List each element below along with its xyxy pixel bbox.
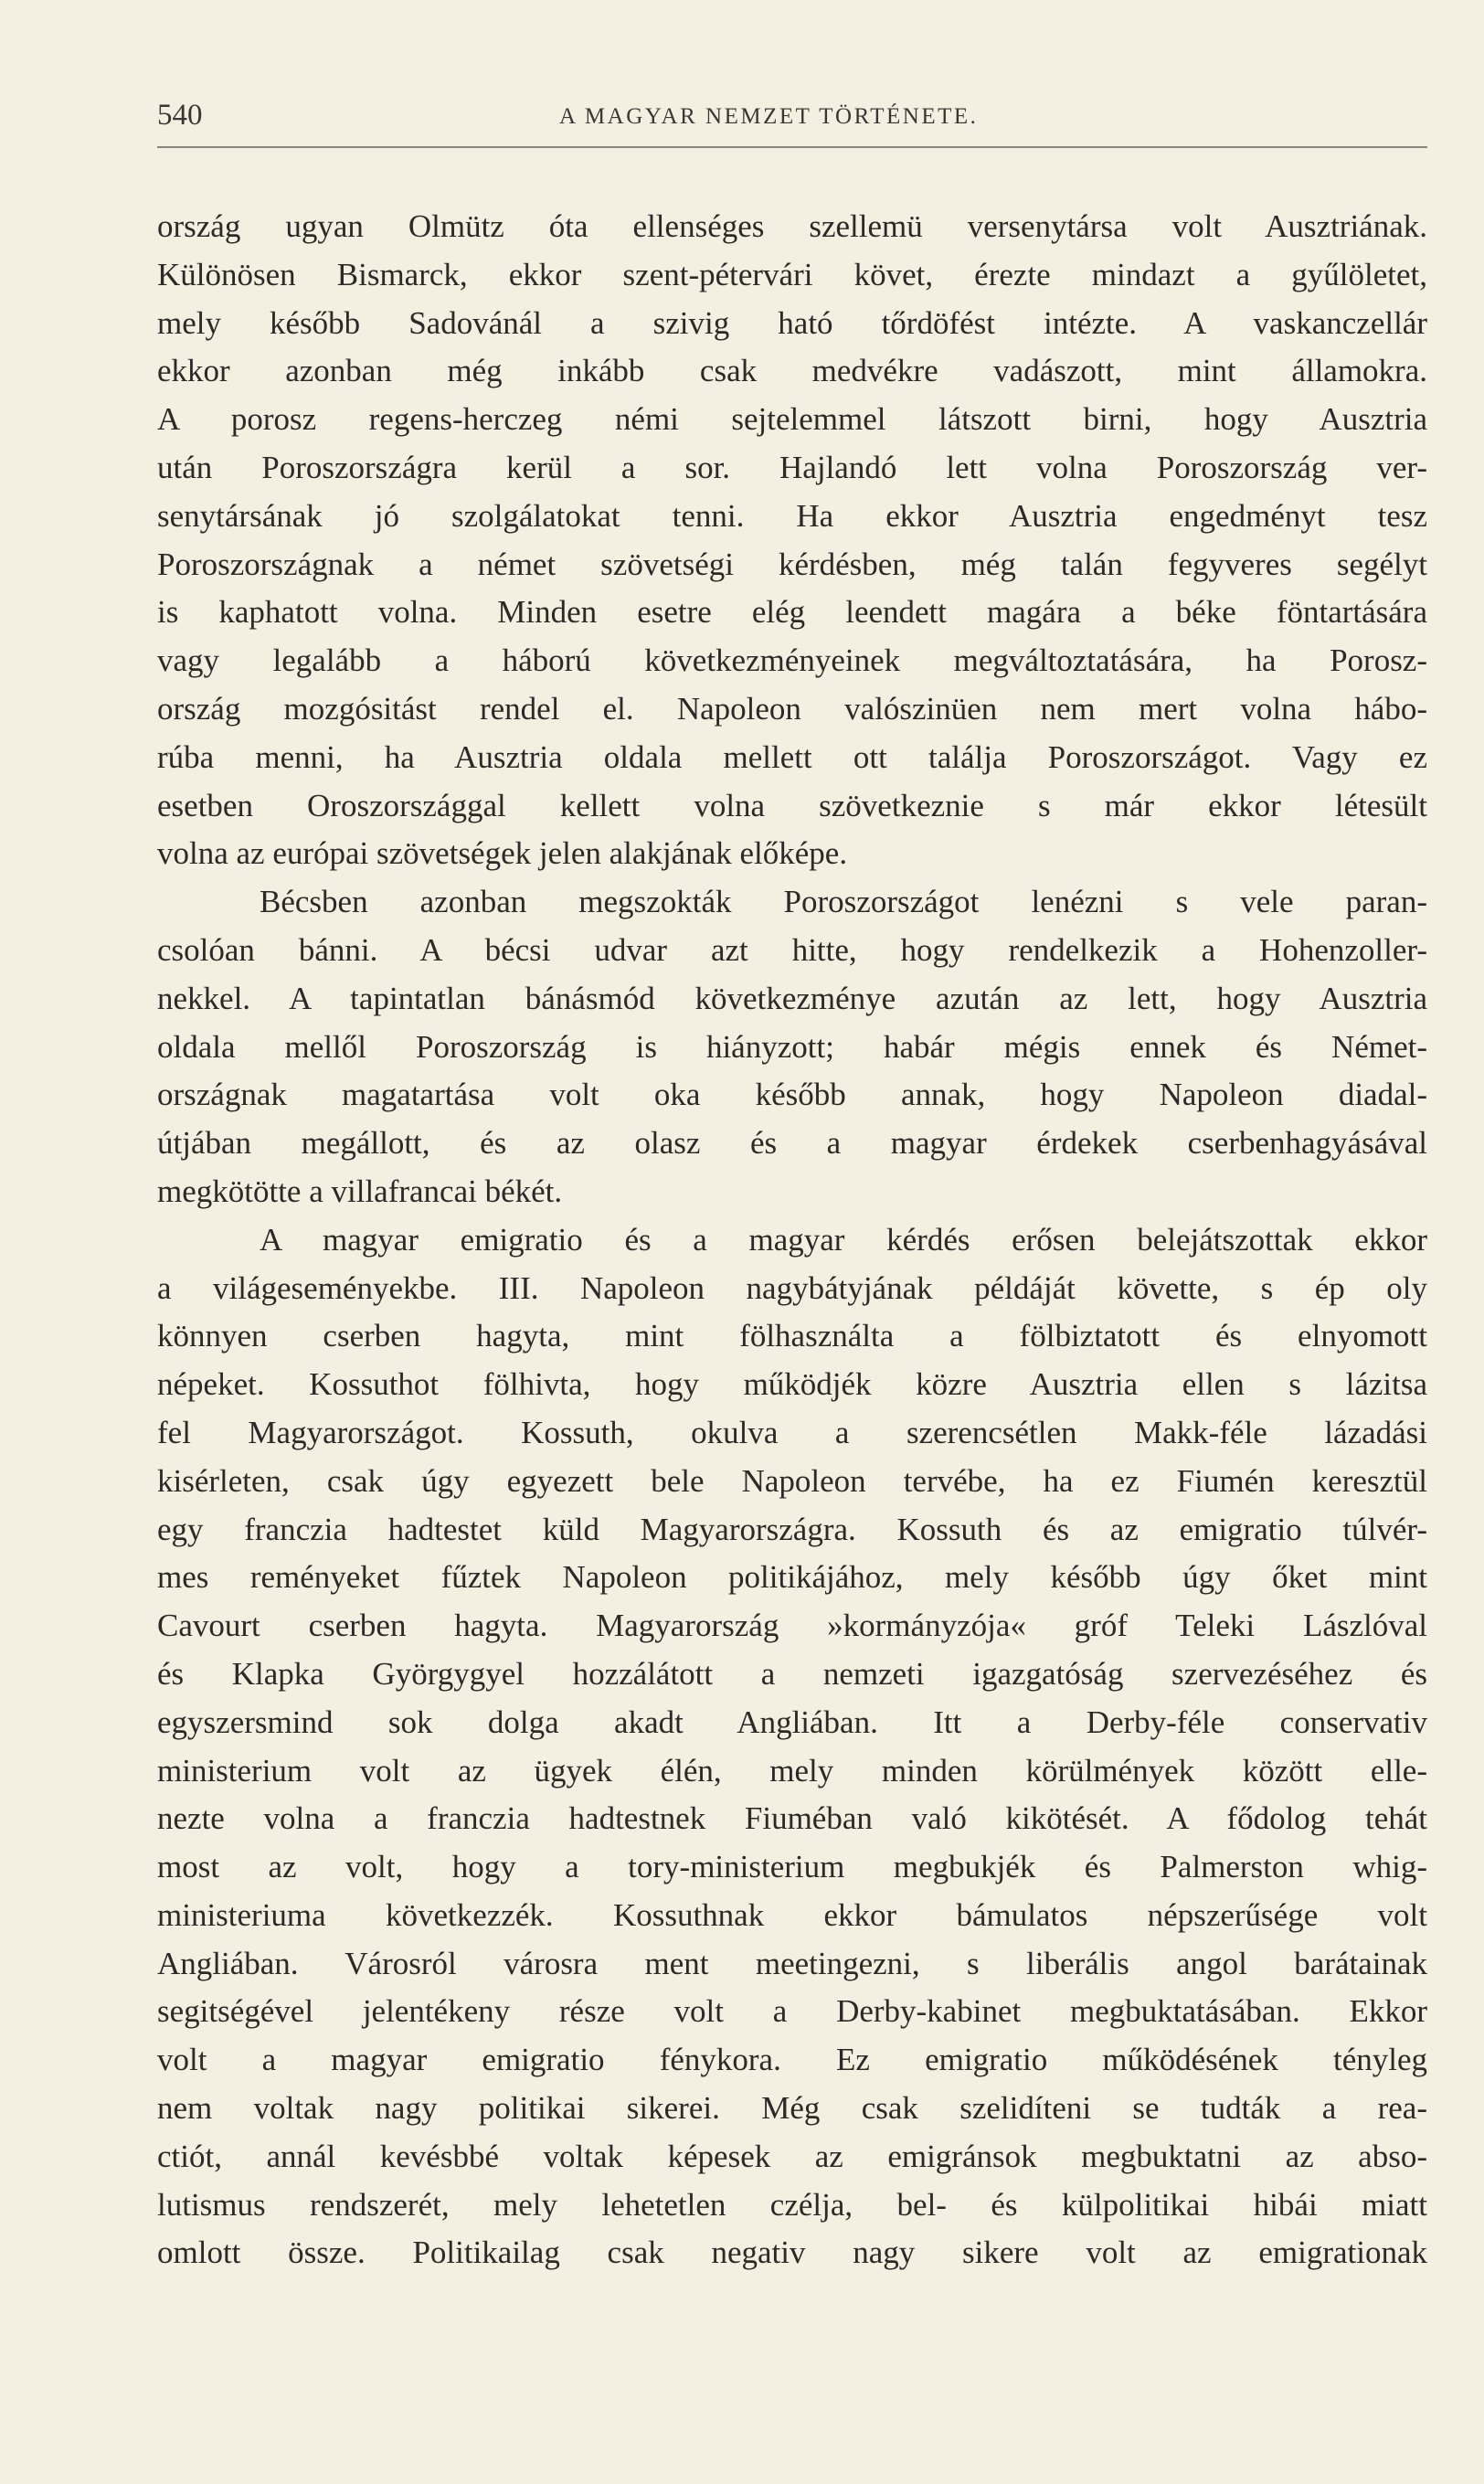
text-line: ország mozgósitást rendel el. Napoleon valószinüen nem mert volna hábo- <box>157 690 1427 727</box>
page-number: 540 <box>157 99 203 132</box>
text-line: omlott össze. Politikailag csak negativ nagy sikere volt az emigrationak <box>157 2235 1427 2271</box>
text-line: népeket. Kossuthot fölhivta, hogy működjék közre Ausztria ellen s lázitsa <box>157 1366 1427 1403</box>
text-line: fel Magyarországot. Kossuth, okulva a szerencsétlen Makk-féle lázadási <box>157 1414 1427 1450</box>
text-line: egy franczia hadtestet küld Magyarországra. Kossuth és az emigratio túlvér- <box>157 1511 1427 1547</box>
text-line: esetben Oroszországgal kellett volna szövetkeznie s már ekkor létesült <box>157 787 1427 823</box>
text-line: nezte volna a franczia hadtestnek Fiuméban való kikötését. A fődolog tehát <box>157 1800 1427 1837</box>
text-line: lutismus rendszerét, mely lehetetlen czélja, bel- és külpolitikai hibái miatt <box>157 2186 1427 2223</box>
text-line: Cavourt cserben hagyta. Magyarország »kormányzója« gróf Teleki Lászlóval <box>157 1608 1427 1644</box>
text-line: volt a magyar emigratio fénykora. Ez emigratio működésének tényleg <box>157 2042 1427 2078</box>
text-line: mes reményeket fűztek Napoleon politikájához, mely később úgy őket mint <box>157 1559 1427 1596</box>
text-line: útjában megállott, és az olasz és a magyar érdekek cserbenhagyásával <box>157 1125 1427 1162</box>
body-text <box>157 203 1427 2277</box>
paragraph-3 <box>157 1216 1427 2278</box>
text-line: ország ugyan Olmütz óta ellenséges szellemü versenytársa volt Ausztriának. <box>157 208 1427 244</box>
text-line: Poroszországnak a német szövetségi kérdésben, még talán fegyveres segélyt <box>157 546 1427 582</box>
text-line: senytársának jó szolgálatokat tenni. Ha ekkor Ausztria engedményt tesz <box>157 497 1427 534</box>
header-rule <box>157 146 1427 148</box>
text-line: segitségével jelentékeny része volt a Derby-kabinet megbuktatásában. Ekkor <box>157 1993 1427 2030</box>
paragraph-1 <box>157 203 1427 878</box>
text-line: A porosz regens-herczeg némi sejtelemmel látszott birni, hogy Ausztria <box>157 401 1427 438</box>
text-line: ctiót, annál kevésbbé voltak képesek az emigránsok megbuktatni az abso- <box>157 2138 1427 2174</box>
text-line: most az volt, hogy a tory-ministerium megbukjék és Palmerston whig- <box>157 1849 1427 1885</box>
text-line: csolóan bánni. A bécsi udvar azt hitte, hogy rendelkezik a Hohenzoller- <box>157 931 1427 968</box>
text-line: nem voltak nagy politikai sikerei. Még csak szelidíteni se tudták a rea- <box>157 2090 1427 2127</box>
text-line: egyszersmind sok dolga akadt Angliában. Itt a Derby-féle conservativ <box>157 1704 1427 1740</box>
text-line: volna az európai szövetségek jelen alakjának előképe. <box>157 835 848 872</box>
text-line: ministerium volt az ügyek élén, mely minden körülmények között elle- <box>157 1752 1427 1789</box>
text-line: rúba menni, ha Ausztria oldala mellett ott találja Poroszországot. Vagy ez <box>157 738 1427 775</box>
text-line: országnak magatartása volt oka később annak, hogy Napoleon diadal- <box>157 1077 1427 1113</box>
running-head <box>157 99 1427 135</box>
text-line: ministeriuma következzék. Kossuthnak ekkor bámulatos népszerűsége volt <box>157 1896 1427 1933</box>
text-line: ekkor azonban még inkább csak medvékre vadászott, mint államokra. <box>157 353 1427 389</box>
text-line: mely később Sadovánál a szivig ható tőrdöfést intézte. A vaskanczellár <box>157 304 1427 341</box>
text-line: is kaphatott volna. Minden esetre elég leendett magára a béke föntartására <box>157 594 1427 631</box>
running-title: A MAGYAR NEMZET TÖRTÉNETE. <box>559 104 979 129</box>
text-line: nekkel. A tapintatlan bánásmód következménye azután az lett, hogy Ausztria <box>157 980 1427 1016</box>
text-line: a világeseményekbe. III. Napoleon nagybátyjának példáját követte, s ép oly <box>157 1269 1427 1306</box>
text-line: és Klapka Györgygyel hozzálátott a nemzeti igazgatóság szervezéséhez és <box>157 1655 1427 1692</box>
paragraph-2 <box>157 878 1427 1216</box>
text-line: vagy legalább a háború következményeinek megváltoztatására, ha Porosz- <box>157 642 1427 679</box>
text-line: kisérleten, csak úgy egyezett bele Napoleon tervébe, ha ez Fiumén keresztül <box>157 1462 1427 1499</box>
text-line: Angliában. Városról városra ment meetingezni, s liberális angol barátainak <box>157 1945 1427 1981</box>
text-line: könnyen cserben hagyta, mint fölhasználta a fölbiztatott és elnyomott <box>157 1318 1427 1354</box>
text-line: A magyar emigratio és a magyar kérdés erősen belejátszottak ekkor <box>260 1221 1427 1258</box>
text-line: Bécsben azonban megszokták Poroszországot lenézni s vele paran- <box>260 884 1427 920</box>
text-line: Különösen Bismarck, ekkor szent-pétervári követ, érezte mindazt a gyűlöletet, <box>157 256 1427 292</box>
text-line: után Poroszországra kerül a sor. Hajlandó lett volna Poroszország ver- <box>157 449 1427 485</box>
text-line: oldala mellől Poroszország is hiányzott; habár mégis ennek és Német- <box>157 1028 1427 1065</box>
text-line: megkötötte a villafrancai békét. <box>157 1173 563 1209</box>
